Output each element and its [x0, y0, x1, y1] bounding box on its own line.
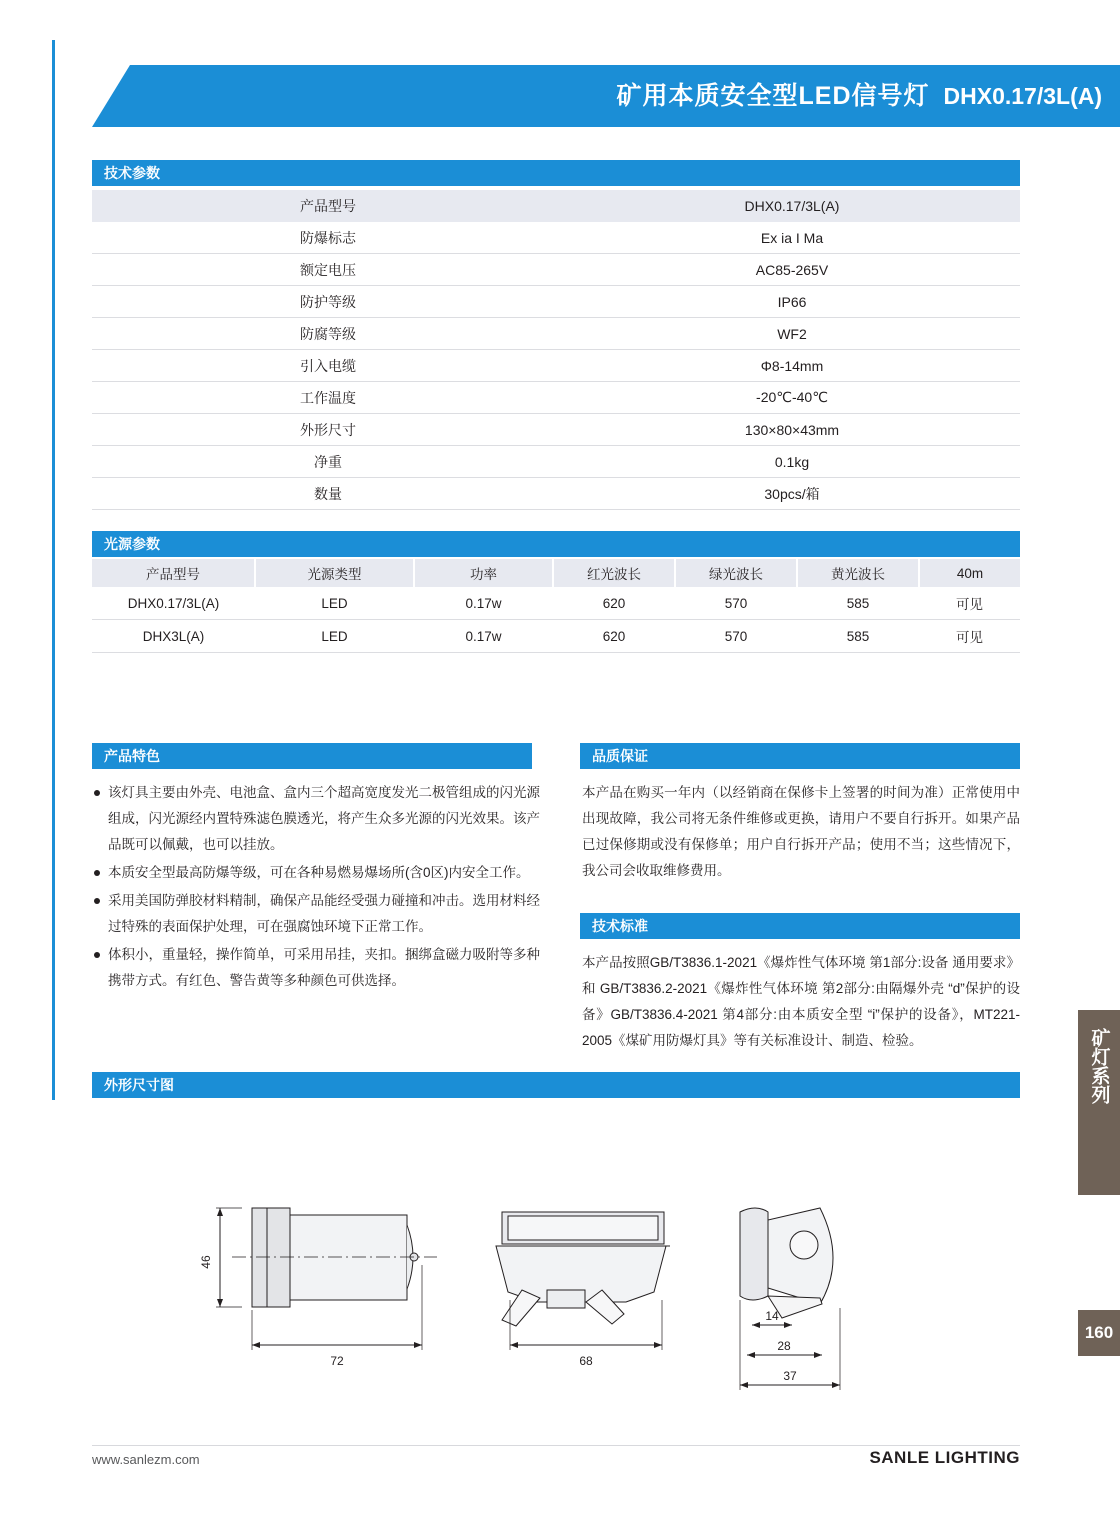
spec-value: IP66 — [564, 286, 1020, 318]
table-row — [92, 414, 1020, 446]
footer-brand: SANLE LIGHTING — [869, 1448, 1020, 1467]
lamp-cell: 可见 — [919, 620, 1020, 653]
table-row — [92, 446, 1020, 478]
lamp-cell: 570 — [675, 587, 797, 620]
spec-key: 产品型号 — [92, 190, 564, 222]
spec-key: 数量 — [92, 478, 564, 510]
page-number-badge: 160 — [1078, 1310, 1120, 1356]
spec-key: 防护等级 — [92, 286, 564, 318]
table-row — [92, 478, 1020, 510]
section-title-standard: 技术标准 — [580, 913, 1020, 939]
table-header-row — [92, 559, 1020, 587]
spec-value: DHX0.17/3L(A) — [564, 190, 1020, 222]
product-title: 矿用本质安全型LED信号灯 — [616, 82, 930, 110]
left-accent-rule — [52, 40, 55, 1100]
header-title-group — [617, 65, 1103, 127]
table-row — [92, 222, 1020, 254]
warranty-text: 本产品在购买一年内（以经销商在保修卡上签署的时间为准）正常使用中出现故障，我公司将无条件维修或更换，请用户不要自行拆开。如果产品已过保修期或没有保修单；用户自行拆开产品；使用不当；这些情况下，我公司会收取维修费用。 — [582, 785, 1020, 878]
table-row — [92, 620, 1020, 653]
spec-key: 引入电缆 — [92, 350, 564, 382]
spec-value: 130×80×43mm — [564, 414, 1020, 446]
lamp-header-cell: 功率 — [414, 559, 553, 587]
lamp-cell: 620 — [553, 620, 675, 653]
lamp-cell: 0.17w — [414, 587, 553, 620]
table-row — [92, 350, 1020, 382]
features-list — [94, 780, 542, 996]
lamp-table — [92, 559, 1020, 653]
spec-table — [92, 190, 1020, 510]
side-tab-label: 矿灯系列 — [1088, 1028, 1110, 1104]
footer-divider — [92, 1445, 1020, 1446]
spec-value: -20℃-40℃ — [564, 382, 1020, 414]
section-title-spec: 技术参数 — [92, 160, 1020, 186]
spec-key: 防爆标志 — [92, 222, 564, 254]
spec-value: WF2 — [564, 318, 1020, 350]
lamp-cell: 620 — [553, 587, 675, 620]
footer-url: www.sanlezm.com — [92, 1452, 200, 1467]
dim-label-view3-d1: 14 — [765, 1309, 779, 1323]
spec-value: Ex ia I Ma — [564, 222, 1020, 254]
section-title-dimension: 外形尺寸图 — [92, 1072, 1020, 1098]
product-model: DHX0.17/3L(A) — [943, 83, 1102, 109]
lamp-cell: 0.17w — [414, 620, 553, 653]
spec-value: AC85-265V — [564, 254, 1020, 286]
page-header — [92, 65, 1120, 127]
table-row — [92, 254, 1020, 286]
section-title-lamp: 光源参数 — [92, 531, 1020, 557]
dimension-drawings — [92, 1150, 1020, 1410]
table-row — [92, 318, 1020, 350]
spec-key: 工作温度 — [92, 382, 564, 414]
lamp-header-cell: 产品型号 — [92, 559, 255, 587]
lamp-cell: 585 — [797, 620, 919, 653]
table-row — [92, 286, 1020, 318]
section-title-warranty: 品质保证 — [580, 743, 1020, 769]
dim-label-view1-height: 46 — [199, 1255, 213, 1269]
spec-key: 外形尺寸 — [92, 414, 564, 446]
section-title-features: 产品特色 — [92, 743, 532, 769]
spec-value: 0.1kg — [564, 446, 1020, 478]
lamp-cell: DHX0.17/3L(A) — [92, 587, 255, 620]
dim-label-view3-d2: 28 — [777, 1339, 791, 1353]
table-row — [92, 190, 1020, 222]
lamp-cell: 585 — [797, 587, 919, 620]
spec-key: 额定电压 — [92, 254, 564, 286]
spec-key: 防腐等级 — [92, 318, 564, 350]
spec-value: 30pcs/箱 — [564, 478, 1020, 510]
lamp-header-cell: 红光波长 — [553, 559, 675, 587]
dim-label-view2-width: 68 — [579, 1354, 593, 1368]
standard-text: 本产品按照GB/T3836.1-2021《爆炸性气体环境 第1部分:设备 通用要求》和 GB/T3836.2-2021《爆炸性气体环境 第2部分:由隔爆外壳 “d”保护的设备》GB/T3836.4-2021 第4部分:由本质安全型 “i”保护的设备》，MT221-2005《煤矿用防爆灯具》等有关标准设计、制造、检验。 — [582, 955, 1020, 1048]
dim-label-view1-width: 72 — [330, 1354, 344, 1368]
side-tab-series — [1078, 1010, 1120, 1195]
dim-label-view3-d3: 37 — [783, 1369, 797, 1383]
list-item: 采用美国防弹胶材料精制，确保产品能经受强力碰撞和冲击。选用材料经过特殊的表面保护处理，可在强腐蚀环境下正常工作。 — [94, 888, 542, 940]
table-row — [92, 382, 1020, 414]
lamp-header-cell: 40m — [919, 559, 1020, 587]
lamp-header-cell: 绿光波长 — [675, 559, 797, 587]
lamp-cell: 570 — [675, 620, 797, 653]
lamp-header-cell: 光源类型 — [255, 559, 414, 587]
lamp-cell: 可见 — [919, 587, 1020, 620]
lamp-header-cell: 黄光波长 — [797, 559, 919, 587]
spec-value: Φ8-14mm — [564, 350, 1020, 382]
list-item: 该灯具主要由外壳、电池盒、盒内三个超高宽度发光二极管组成的闪光源组成，闪光源经内置特殊滤色膜透光，将产生众多光源的闪光效果。该产品既可以佩戴，也可以挂放。 — [94, 780, 542, 858]
spec-key: 净重 — [92, 446, 564, 478]
table-row — [92, 587, 1020, 620]
dimension-drawing-svg — [92, 1150, 1020, 1410]
lamp-cell: DHX3L(A) — [92, 620, 255, 653]
header-notch — [92, 65, 130, 127]
lamp-cell: LED — [255, 587, 414, 620]
list-item: 本质安全型最高防爆等级，可在各种易燃易爆场所(含0区)内安全工作。 — [94, 860, 542, 886]
lamp-cell: LED — [255, 620, 414, 653]
list-item: 体积小，重量轻，操作简单，可采用吊挂，夹扣。捆绑盒磁力吸附等多种携带方式。有红色、警告黄等多种颜色可供选择。 — [94, 942, 542, 994]
